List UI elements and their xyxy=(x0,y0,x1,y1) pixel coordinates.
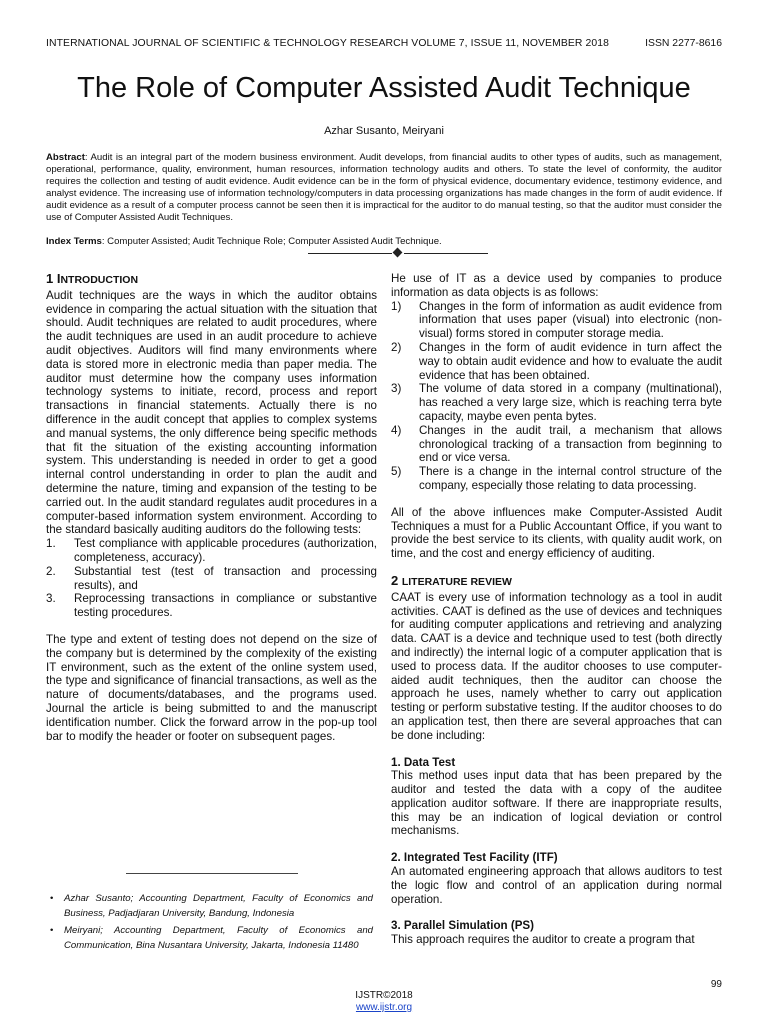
list-item-text: Changes in the form of information as audit evidence from information that uses paper (visual) into electronic (non-visual) forms stored in computer storage media. xyxy=(419,299,722,341)
list-item-number: 5) xyxy=(391,465,402,479)
abstract-label: Abstract xyxy=(46,152,85,163)
index-terms-text: : Computer Assisted; Audit Technique Role; Computer Assisted Audit Technique. xyxy=(101,236,442,247)
issn-label: ISSN 2277-8616 xyxy=(645,38,722,49)
list-item-text: Changes in the audit trail, a mechanism that allows chronological tracking of a transaction from beginning to end or vice versa. xyxy=(419,423,722,465)
literature-heading-text: LITERATURE REVIEW xyxy=(401,575,512,588)
journal-website-link[interactable]: www.ijstr.org xyxy=(355,1002,413,1013)
divider-line-right xyxy=(404,253,488,254)
index-terms-label: Index Terms xyxy=(46,236,102,247)
list-item xyxy=(391,382,722,423)
list-item-number: 2. xyxy=(46,564,56,578)
intro-heading xyxy=(46,272,377,288)
list-item-number: 1) xyxy=(391,299,402,313)
literature-review-paragraph: CAAT is every use of information technology as a tool in audit activities. CAAT is defined as the use of devices and techniques for auditing computer applications and retrieving and analyzing data. CAAT is a device and technique used to test (both directly and indirectly) the internal logic of a computer application that is used to process data. If the auditor chooses to use computer-aided audit techniques, then the auditor can choose the approach he uses, namely whether to carry out application testing or perform substative testing. If the auditor chooses to do an application test, then there are several approaches that can be done including: xyxy=(391,590,722,742)
list-item-number: 4) xyxy=(391,423,402,437)
parallel-simulation-heading: 3. Parallel Simulation (PS) xyxy=(391,919,535,933)
audit-tests-list xyxy=(46,537,377,620)
abstract xyxy=(46,152,722,223)
list-item-text: There is a change in the internal control structure of the company, especially those relating to data processing. xyxy=(419,465,722,492)
footnote-text: Meiryani; Accounting Department, Faculty of Economics and Communication, Bina Nusantara University, Jakarta, Indonesia 11480 xyxy=(64,925,373,951)
divider-diamond-icon xyxy=(393,248,403,258)
intro-heading-text: NTRODUCTION xyxy=(60,274,139,286)
bullet-icon: • xyxy=(50,893,54,904)
paper-authors: Azhar Susanto, Meiryani xyxy=(324,125,444,137)
list-item-number: 3) xyxy=(391,382,402,396)
list-item xyxy=(391,465,722,493)
list-item-text: The volume of data stored in a company (multinational), has reached a very large size, which is reaching terra byte capacity, maybe even penta bytes. xyxy=(419,382,722,423)
footnote-separator xyxy=(126,873,298,874)
author-footnotes xyxy=(46,891,373,955)
data-test-paragraph: This method uses input data that has been prepared by the auditor and tested the data with a copy of the auditee application auditor software. If there are inappropriate results, this may be an indication of logical deviation or control mechanisms. xyxy=(391,769,722,838)
footnote-item xyxy=(46,923,373,953)
data-test-heading: 1. Data Test xyxy=(391,755,456,769)
list-item-text: Changes in the form of audit evidence in turn affect the way to obtain audit evidence and how to evaluate the audit evidence that has been obtained. xyxy=(419,340,722,382)
intro-paragraph-2: The type and extent of testing does not depend on the size of the company but is determined by the complexity of the existing IT environment, such as the extent of the online system used, the type and significance of financial transactions, as well as the nature of documents/databases, and the programs used. Journal the article is being submitted to and the manuscript identification number. Click the forward arrow in the pop-up tool bar to modify the header or footer on subsequent pages. xyxy=(46,632,377,743)
it-changes-list xyxy=(391,300,722,493)
page-number: 99 xyxy=(710,979,722,990)
footnote-item xyxy=(46,891,373,921)
list-item xyxy=(46,537,377,565)
intro-paragraph-1: Audit techniques are the ways in which the auditor obtains evidence in comparing the actual situation with the situation that should. Audit techniques are related to audit procedures, where the audit techniques are used in an audit procedure to achieve audit objectives. Auditors will find many environments where data is stored more in electronic media than paper media. The auditor must determine how the company uses information technology systems to initiate, record, process and report transactions in financial statements. Actually there is no difference in the audit concept that applies to complex systems and manual systems, the only difference being specific methods that fit the situation of the existing accounting information system. This understanding is needed in order to get a good internal control understanding in order to plan the audit and determine the nature, timing and expansion of the testing to be carried out. In the audit standard regulates audit procedures in a computer-based information system environment. According to the standard basically auditing auditors do the following tests: xyxy=(46,288,377,537)
abstract-text: : Audit is an integral part of the modern business environment. Audit develops, from financial audits to other types of audits, such as management, operational, performance, quality, environment, human resources, information technology audits and others. To state the level of conformity, the auditor requires the collection and testing of audit evidence. Audit evidence can be in the form of physical evidence, documentary evidence, testimony evidence, and analyst evidence. The increasing use of information technology/computers in data processing organizations has made changes in the form of audit evidence. If audit evidence as a result of a computer process cannot be seen then it is impractical for the auditor to do manual testing, so that the auditor must consider the use of Computer Assisted Audit Techniques. xyxy=(46,152,722,223)
intro-heading-number: 1 I xyxy=(46,271,61,286)
list-item-number: 1. xyxy=(46,537,56,551)
right-column xyxy=(391,272,722,947)
parallel-simulation-paragraph: This approach requires the auditor to create a program that xyxy=(391,933,695,947)
list-item-text: Test compliance with applicable procedures (authorization, completeness, accuracy). xyxy=(74,537,377,564)
itf-heading: 2. Integrated Test Facility (ITF) xyxy=(391,851,558,865)
literature-review-heading xyxy=(391,574,722,590)
list-item xyxy=(46,565,377,593)
list-item-number: 3. xyxy=(46,592,56,606)
list-item xyxy=(391,341,722,382)
bullet-icon: • xyxy=(50,925,54,936)
footnote-text: Azhar Susanto; Accounting Department, Faculty of Economics and Business, Padjadjaran University, Bandung, Indonesia xyxy=(64,893,373,919)
list-item xyxy=(391,300,722,341)
index-terms xyxy=(46,236,722,247)
page-footer xyxy=(0,990,768,1014)
list-item-text: Reprocessing transactions in compliance or substantive testing procedures. xyxy=(74,592,377,620)
divider-line-left xyxy=(308,253,392,254)
left-column xyxy=(46,272,377,743)
literature-heading-number: 2 xyxy=(391,572,402,588)
list-item-text: Substantial test (test of transaction and processing results), and xyxy=(74,564,377,592)
journal-header: INTERNATIONAL JOURNAL OF SCIENTIFIC & TECHNOLOGY RESEARCH VOLUME 7, ISSUE 11, NOVEMBER 2018 xyxy=(46,38,610,49)
itf-paragraph: An automated engineering approach that allows auditors to test the logic flow and control of an application during normal operation. xyxy=(391,865,722,906)
it-use-paragraph: He use of IT as a device used by companies to produce information as data objects is as follows: xyxy=(391,272,722,299)
paper-title: The Role of Computer Assisted Audit Technique xyxy=(77,72,691,104)
list-item xyxy=(391,424,722,465)
caat-requirement-paragraph: All of the above influences make Computer-Assisted Audit Techniques a must for a Public Accountant Office, if you want to provide the best service to its clients, with quality audit work, on time, and the cost and energy efficiency of auditing. xyxy=(391,505,722,561)
list-item-number: 2) xyxy=(391,340,402,354)
copyright-label: IJSTR©2018 xyxy=(355,990,413,1001)
section-divider xyxy=(308,248,488,258)
list-item xyxy=(46,592,377,620)
